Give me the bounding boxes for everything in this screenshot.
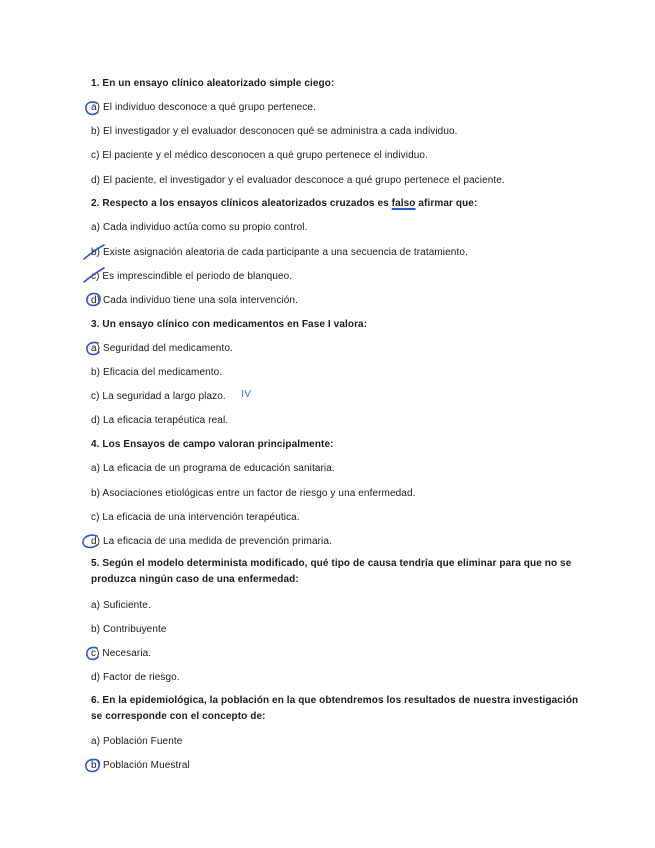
question-2-option-a: a) Cada individuo actúa como su propio control.	[91, 222, 308, 233]
question-3-option-b: b) Eficacia del medicamento.	[91, 367, 223, 378]
question-4-option-c: c) La eficacia de una intervención terapéutica.	[91, 512, 300, 523]
question-1-option-b: b) El investigador y el evaluador desconocen qué se administra a cada individuo.	[91, 126, 458, 137]
question-6-stem: 6. En la epidemiológica, la población en la que obtendremos los resultados de nuestra investigación se corresponde con el concepto de:	[91, 695, 579, 722]
question-1-option-a: a) El individuo desconoce a qué grupo pertenece.	[91, 102, 316, 113]
handwritten-note: IV	[241, 389, 252, 400]
question-6-option-a: a) Población Fuente	[91, 736, 183, 747]
question-4-stem: 4. Los Ensayos de campo valoran principalmente:	[91, 439, 334, 450]
question-3-stem: 3. Un ensayo clínico con medicamentos en Fase I valora:	[91, 319, 368, 330]
question-1-option-c: c) El paciente y el médico desconocen a qué grupo pertenece el individuo.	[91, 150, 428, 161]
question-5-stem: 5. Según el modelo determinista modificado, qué tipo de causa tendría que eliminar para que no se produzca ningún caso de una enfermedad:	[91, 558, 572, 585]
question-1-stem: 1. En un ensayo clínico aleatorizado simple ciego:	[91, 78, 335, 89]
question-5-option-d: d) Factor de riesgo.	[91, 672, 180, 683]
question-4-option-d: d) La eficacia de una medida de prevención primaria.	[91, 536, 332, 547]
question-2-option-d: d) Cada individuo tiene una sola intervención.	[91, 295, 298, 306]
question-5-option-c: c) Necesaria.	[91, 648, 152, 659]
question-4-option-a: a) La eficacia de un programa de educación sanitaria.	[91, 463, 335, 474]
question-2-option-c: c) Es imprescindible el periodo de blanqueo.	[91, 271, 293, 282]
question-2-stem-part-2: afirmar que:	[415, 198, 478, 209]
question-2-stem	[91, 196, 581, 212]
question-1-option-d: d) El paciente, el investigador y el evaluador desconoce a qué grupo pertenece el paciente.	[91, 175, 505, 186]
question-3-option-d: d) La eficacia terapéutica real.	[91, 415, 229, 426]
question-4-option-b: b) Asociaciones etiológicas entre un factor de riesgo y una enfermedad.	[91, 488, 416, 499]
question-2-option-b: b) Existe asignación aleatoria de cada participante a una secuencia de tratamiento.	[91, 247, 468, 258]
question-2-stem-part-1: 2. Respecto a los ensayos clínicos aleatorizados cruzados es	[91, 198, 392, 209]
question-3-option-c: c) La seguridad a largo plazo.	[91, 391, 226, 402]
question-5-option-a: a) Suficiente.	[91, 600, 151, 611]
question-5-option-b: b) Contribuyente	[91, 624, 167, 635]
question-3-option-a: a) Seguridad del medicamento.	[91, 343, 233, 354]
question-6-option-b: b) Población Muestral	[91, 760, 190, 771]
question-2-stem-emphasis: falso	[391, 198, 416, 209]
